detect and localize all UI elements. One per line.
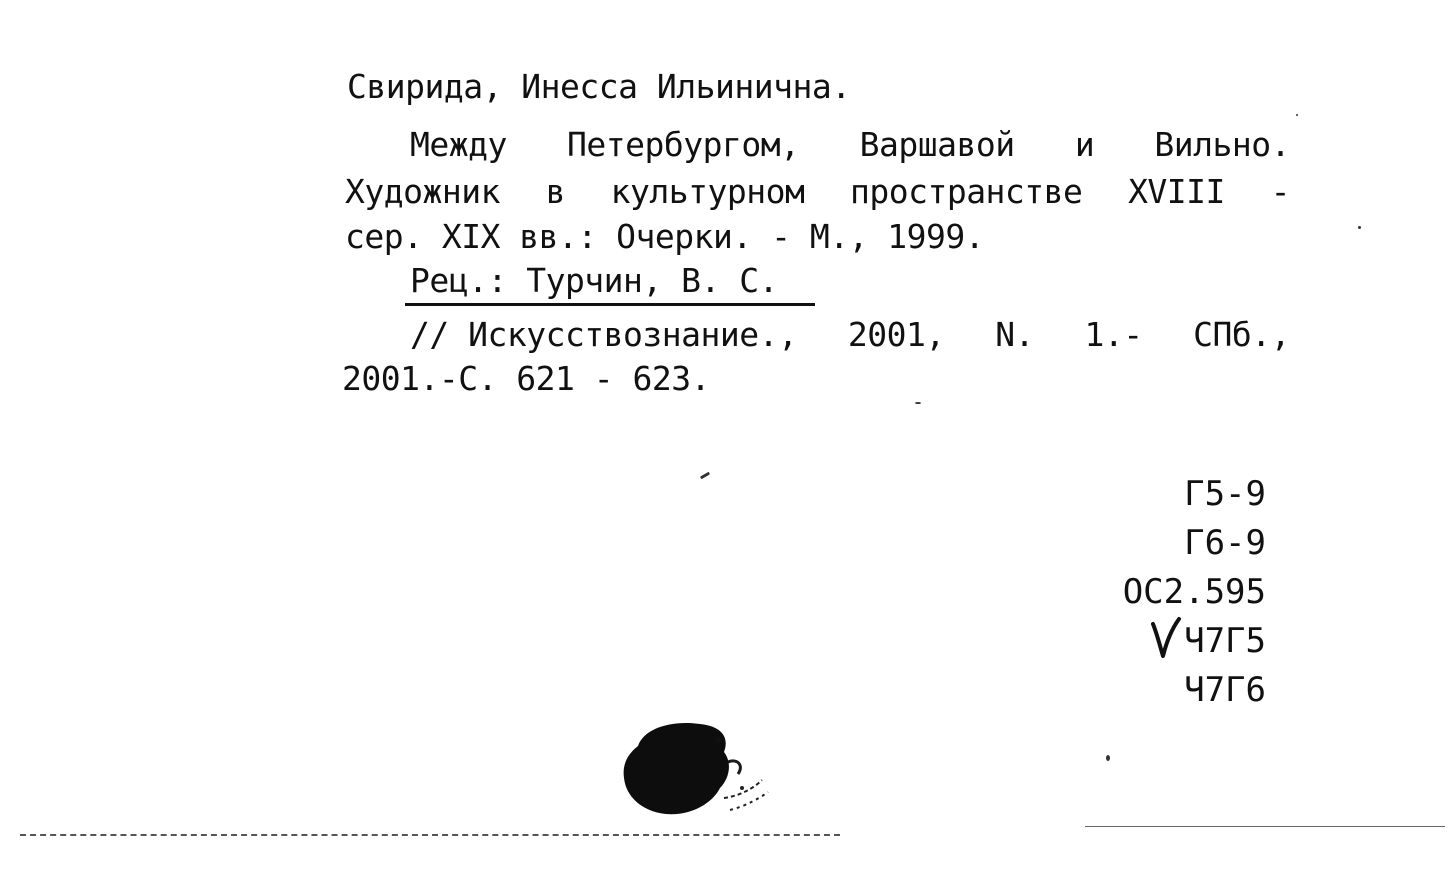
classification-code: Ч7Г6 (1184, 670, 1266, 710)
dust-speck (1296, 114, 1298, 116)
ink-blot (620, 718, 780, 822)
title-word: Между (410, 125, 507, 164)
classification-code: ОС2.595 (1122, 572, 1266, 612)
title-word: Вильно. (1154, 125, 1290, 164)
title-word: Варшавой (859, 125, 1015, 164)
title-line-3: сер. XIX вв.: Очерки. - М., 1999. (345, 217, 985, 256)
classification-code: Г6-9 (1184, 523, 1266, 563)
review-author: Рец.: Турчин, В. С. (410, 261, 778, 300)
review-underline (405, 303, 815, 306)
bottom-edge-dashes (20, 834, 840, 838)
title-word: в (545, 172, 565, 211)
source-line-2: 2001.-С. 621 - 623. (342, 359, 710, 398)
source-word: N. (995, 315, 1034, 354)
dust-speck (1358, 226, 1361, 229)
title-word: пространстве (849, 172, 1083, 211)
classification-code: Г5-9 (1184, 474, 1266, 514)
source-line-1 (410, 315, 1290, 354)
title-line-2 (345, 172, 1290, 211)
check-mark-icon (1151, 616, 1181, 658)
title-line-1 (410, 125, 1290, 164)
title-word: - (1270, 172, 1290, 211)
bottom-edge-dashes-right (1085, 826, 1445, 829)
classification-codes (1100, 470, 1266, 715)
classification-code: Ч7Г5 (1184, 621, 1266, 661)
source-word: // Искусствознание., (410, 315, 798, 354)
source-word: 1.- (1084, 315, 1143, 354)
dust-speck (700, 472, 710, 480)
title-word: XVIII (1128, 172, 1225, 211)
title-word: Художник (345, 172, 500, 211)
dust-speck (915, 402, 921, 404)
author-heading: Свирида, Инесса Ильинична. (347, 67, 851, 106)
source-word: СПб., (1193, 315, 1290, 354)
title-word: культурном (610, 172, 805, 211)
title-word: и (1074, 125, 1095, 164)
title-word: Петербургом, (567, 125, 800, 164)
source-word: 2001, (847, 315, 945, 354)
dust-speck (1106, 755, 1110, 761)
